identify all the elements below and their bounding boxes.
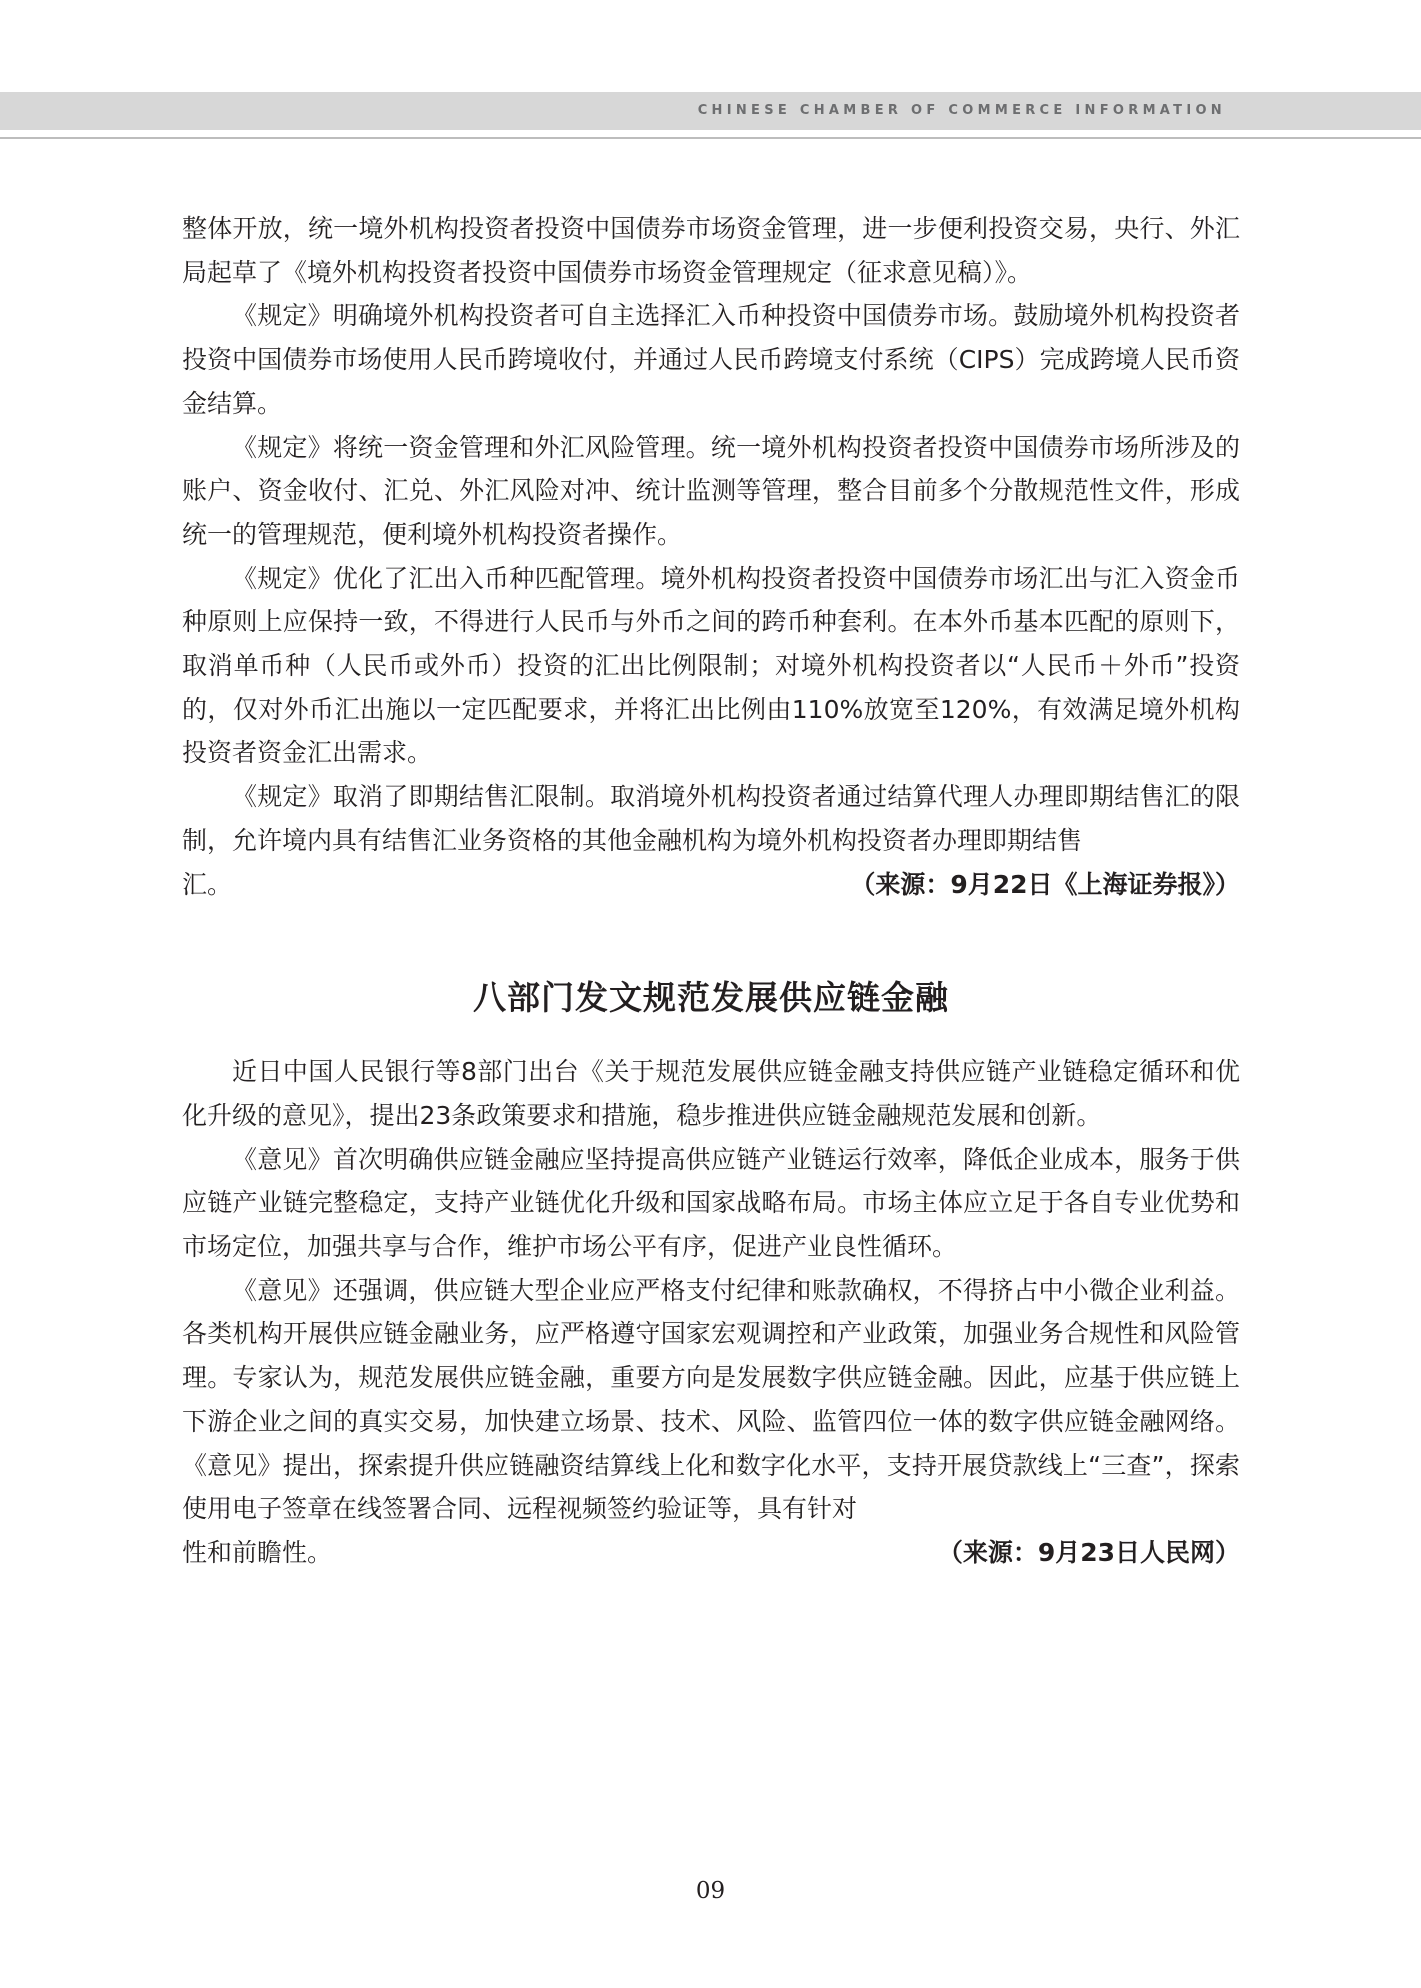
page-number: 09 — [695, 1878, 726, 1904]
article-supply-chain-finance — [182, 975, 1240, 1574]
article1-source: （来源：9月22日《上海证券报》） — [850, 869, 1240, 899]
article1-source-line — [182, 863, 1240, 907]
article2-paragraph-3: 《意见》还强调，供应链大型企业应严格支付纪律和账款确权，不得挤占中小微企业利益。各类机构开展供应链金融业务，应严格遵守国家宏观调控和产业政策，加强业务合规性和风险管理。专家认为，规范发展供应链金融，重要方向是发展数字供应链金融。因此，应基于供应链上下游企业之间的真实交易，加快建立场景、技术、风险、监管四位一体的数字供应链金融网络。《意见》提出，探索提升供应链融资结算线上化和数字化水平，支持开展贷款线上“三查”，探索使用电子签章在线签署合同、远程视频签约验证等，具有针对 — [182, 1275, 1240, 1524]
header-rule — [0, 137, 1421, 139]
article2-paragraph-2: 《意见》首次明确供应链金融应坚持提高供应链产业链运行效率，降低企业成本，服务于供应链产业链完整稳定，支持产业链优化升级和国家战略布局。市场主体应立足于各自专业优势和市场定位，加强共享与合作，维护市场公平有序，促进产业良性循环。 — [182, 1144, 1240, 1262]
article2-paragraph-3-tail: 性和前瞻性。 — [182, 1537, 333, 1567]
article1-paragraph-4: 《规定》优化了汇出入币种匹配管理。境外机构投资者投资中国债券市场汇出与汇入资金币种原则上应保持一致，不得进行人民币与外币之间的跨币种套利。在本外币基本匹配的原则下，取消单币种（人民币或外币）投资的汇出比例限制；对境外机构投资者以“人民币＋外币”投资的，仅对外币汇出施以一定匹配要求，并将汇出比例由110%放宽至120%，有效满足境外机构投资者资金汇出需求。 — [182, 563, 1240, 768]
article2-paragraph-1: 近日中国人民银行等8部门出台《关于规范发展供应链金融支持供应链产业链稳定循环和优化升级的意见》，提出23条政策要求和措施，稳步推进供应链金融规范发展和创新。 — [182, 1057, 1240, 1130]
article1-paragraph-3: 《规定》将统一资金管理和外汇风险管理。统一境外机构投资者投资中国债券市场所涉及的账户、资金收付、汇兑、外汇风险对冲、统计监测等管理，整合目前多个分散规范性文件，形成统一的管理规范，便利境外机构投资者操作。 — [182, 432, 1240, 549]
article1-paragraph-5-tail: 汇。 — [182, 869, 233, 899]
article2-title: 八部门发文规范发展供应链金融 — [473, 978, 949, 1018]
page-content — [182, 207, 1240, 1575]
article2-source: （来源：9月23日人民网） — [937, 1537, 1240, 1567]
article2-source-line — [182, 1531, 1240, 1575]
publication-header: CHINESE CHAMBER OF COMMERCE INFORMATION — [697, 103, 1226, 118]
article1-paragraph-2: 《规定》明确境外机构投资者可自主选择汇入币种投资中国债券市场。鼓励境外机构投资者投资中国债券市场使用人民币跨境收付，并通过人民币跨境支付系统（CIPS）完成跨境人民币资金结算。 — [182, 301, 1240, 418]
article1-paragraph-1: 整体开放，统一境外机构投资者投资中国债券市场资金管理，进一步便利投资交易，央行、外汇局起草了《境外机构投资者投资中国债券市场资金管理规定（征求意见稿）》。 — [182, 214, 1240, 287]
article1-paragraph-5: 《规定》取消了即期结售汇限制。取消境外机构投资者通过结算代理人办理即期结售汇的限制，允许境内具有结售汇业务资格的其他金融机构为境外机构投资者办理即期结售 — [182, 782, 1240, 855]
article-bond-market — [182, 207, 1240, 906]
